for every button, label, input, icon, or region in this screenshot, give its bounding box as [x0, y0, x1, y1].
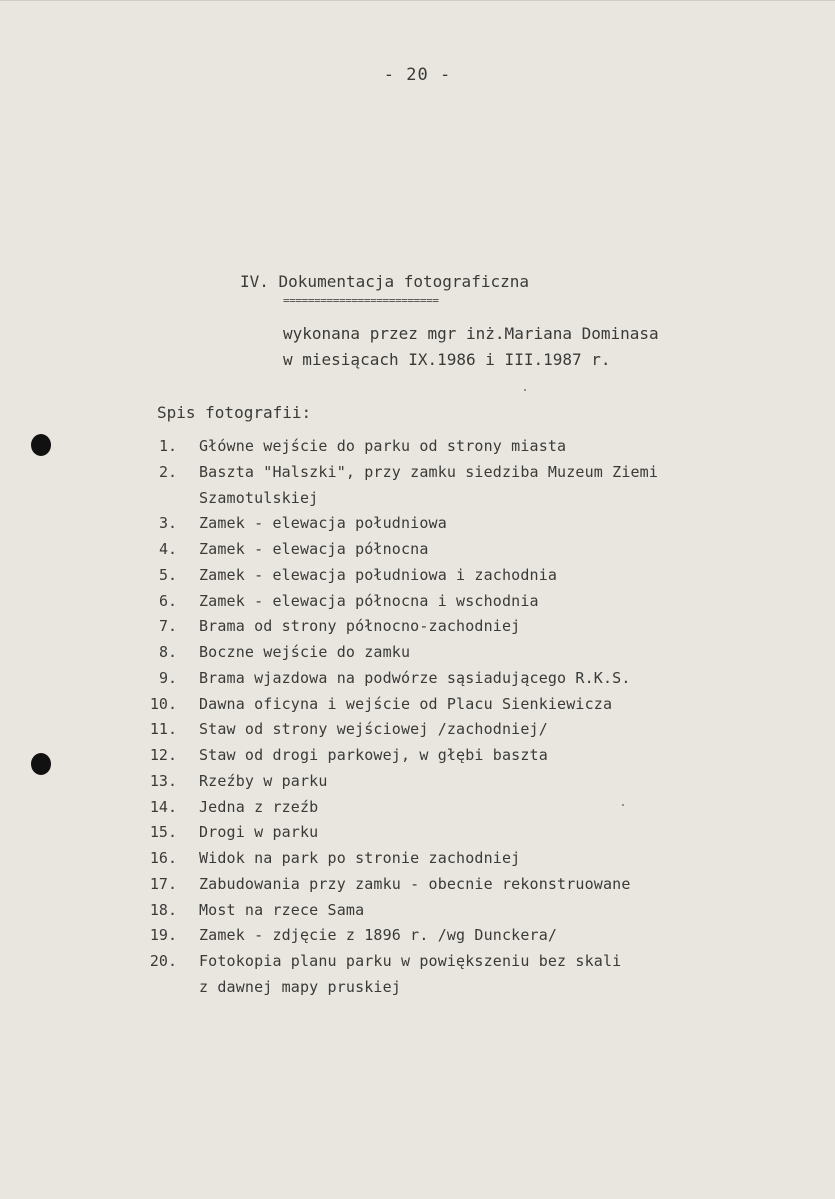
list-item-text: Zamek - elewacja północna	[199, 540, 429, 558]
list-item-text: Drogi w parku	[199, 823, 319, 842]
list-item-number: 6.	[158, 591, 177, 610]
list-item-number: 4.	[158, 540, 177, 558]
list-item-text: Zamek - zdjęcie z 1896 r. /wg Dunckera/	[199, 926, 558, 945]
list-item-number: 9.	[158, 668, 177, 687]
list-item-text: Jedna z rzeźb	[199, 797, 319, 816]
list-item-text: Zamek - elewacja północna i wschodnia	[199, 591, 539, 610]
list-item-text: Zamek - elewacja południowa	[199, 514, 447, 533]
list-item-number: 15.	[149, 823, 177, 842]
list-item-text: Baszta "Halszki", przy zamku siedziba Muzeum Ziemi	[199, 462, 659, 481]
paper-speck	[622, 804, 624, 806]
list-item-number: 17.	[149, 874, 177, 893]
list-item-text: Rzeźby w parku	[199, 771, 328, 790]
list-item-number: 3.	[158, 514, 177, 533]
list-item-number: 2.	[158, 462, 177, 481]
paper-speck	[524, 389, 526, 391]
list-item-number: 19.	[149, 926, 177, 945]
byline-line-2: w miesiącach IX.1986 i III.1987 r.	[283, 350, 611, 369]
list-item-text: Boczne wejście do zamku	[199, 643, 411, 661]
list-item-text: Brama wjazdowa na podwórze sąsiadującego R.K.S.	[199, 668, 631, 687]
list-item-text: Szamotulskiej	[199, 488, 319, 507]
list-item-text: Brama od strony północno-zachodniej	[199, 617, 521, 636]
list-item-number: 10.	[149, 694, 177, 713]
list-item-number: 8.	[158, 643, 177, 661]
list-item-number: 5.	[158, 565, 177, 584]
list-item-number: 12.	[149, 746, 177, 764]
list-item-number: 20.	[149, 952, 177, 970]
list-item-text: Główne wejście do parku od strony miasta	[199, 437, 567, 455]
punch-hole	[31, 753, 51, 775]
list-item-number: 7.	[158, 617, 177, 636]
list-item-text: Staw od strony wejściowej /zachodniej/	[199, 720, 548, 739]
list-item-number: 16.	[149, 849, 177, 867]
punch-hole	[31, 434, 51, 456]
byline-line-1: wykonana przez mgr inż.Mariana Dominasa	[283, 324, 659, 343]
list-item-number: 13.	[149, 771, 177, 790]
list-item-text: Staw od drogi parkowej, w głębi baszta	[199, 746, 548, 764]
list-item-number: 11.	[149, 720, 177, 739]
page-number: - 20 -	[383, 65, 452, 85]
list-title: Spis fotografii:	[157, 403, 312, 422]
section-heading: IV. Dokumentacja fotograficzna	[240, 272, 529, 291]
list-item-text: Zamek - elewacja południowa i zachodnia	[199, 565, 558, 584]
list-item-number: 18.	[149, 900, 177, 919]
list-item-text: Zabudowania przy zamku - obecnie rekonstruowane	[199, 874, 631, 893]
list-item-number: 1.	[158, 437, 177, 455]
list-item-text: Fotokopia planu parku w powiększeniu bez skali	[199, 952, 622, 970]
list-item-number: 14.	[149, 797, 177, 816]
list-item-text: Widok na park po stronie zachodniej	[199, 849, 521, 867]
list-item-text: Dawna oficyna i wejście od Placu Sienkiewicza	[199, 694, 613, 713]
heading-underline: =========================	[283, 294, 439, 307]
list-item-text: Most na rzece Sama	[199, 900, 365, 919]
list-item-text: z dawnej mapy pruskiej	[199, 977, 401, 996]
